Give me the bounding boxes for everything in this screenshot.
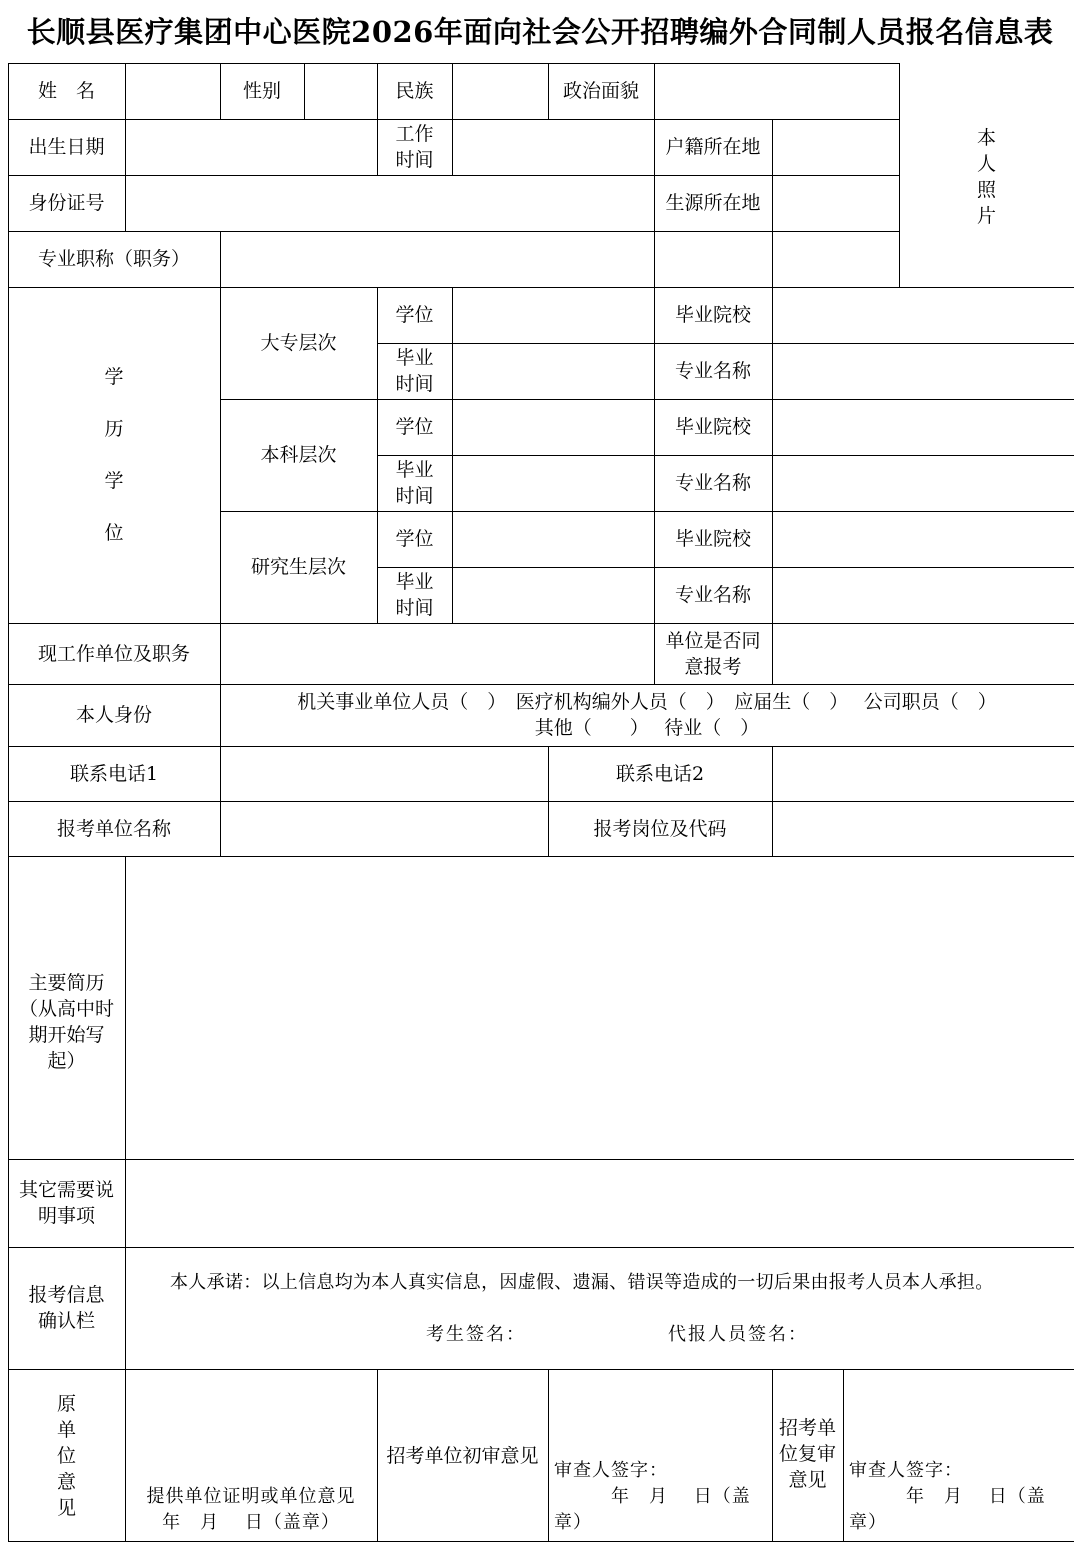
education-level-label: 大专层次 xyxy=(260,332,337,354)
grad-time-label: 毕业 时间 xyxy=(395,571,434,619)
candidate-signature[interactable]: 考生签名： xyxy=(426,1324,526,1345)
other-notes-field[interactable] xyxy=(125,1159,1074,1247)
phone1-field[interactable] xyxy=(220,746,548,801)
grad-time-field[interactable] xyxy=(452,455,654,511)
grad-time-field[interactable] xyxy=(452,567,654,623)
registration-form-table xyxy=(8,63,1074,1542)
identity-label: 本人身份 xyxy=(75,704,152,726)
work-unit-label: 现工作单位及职务 xyxy=(37,642,190,665)
initial-review-label: 招考单位初审意见 xyxy=(386,1444,539,1467)
degree-label: 学位 xyxy=(395,416,434,438)
school-field[interactable] xyxy=(772,511,1074,567)
school-field[interactable] xyxy=(772,399,1074,455)
apply-post-field[interactable] xyxy=(772,801,1074,856)
work-time-label: 工作 时间 xyxy=(395,123,434,171)
grad-time-field[interactable] xyxy=(452,343,654,399)
major-label: 专业名称 xyxy=(674,584,751,606)
origin-label: 生源所在地 xyxy=(665,192,761,214)
political-field[interactable] xyxy=(654,63,899,119)
degree-field[interactable] xyxy=(452,399,654,455)
original-unit-opinion-label: 原 单 位 意 见 xyxy=(56,1392,76,1519)
initial-review-signature-text: 审查人签字： 年 月 日（盖章） xyxy=(554,1460,751,1533)
education-level-label: 研究生层次 xyxy=(250,556,346,578)
photo-label: 本 人 照 片 xyxy=(976,127,996,227)
degree-label: 学位 xyxy=(395,304,434,326)
school-label: 毕业院校 xyxy=(674,528,751,550)
row-rule xyxy=(8,1247,1074,1248)
form-title: 长顺县医疗集团中心医院2026年面向社会公开招聘编外合同制人员报名信息表 xyxy=(26,15,1054,49)
degree-field[interactable] xyxy=(452,287,654,343)
id-number-label: 身份证号 xyxy=(28,192,105,214)
pledge-text: 本人承诺：以上信息均为本人真实信息，因虚假、遗漏、错误等造成的一切后果由报考人员本人承担。 xyxy=(170,1272,994,1293)
phone2-field[interactable] xyxy=(772,746,1074,801)
final-review-label: 招考单 位复审 意见 xyxy=(778,1417,836,1491)
confirm-label: 报考信息 确认栏 xyxy=(28,1284,105,1332)
gender-label: 性别 xyxy=(242,80,281,102)
major-field[interactable] xyxy=(772,455,1074,511)
birth-date-field[interactable] xyxy=(125,119,377,175)
final-review-signature-text: 审查人签字： 年 月 日（盖章） xyxy=(849,1460,1046,1533)
work-unit-field[interactable] xyxy=(220,623,654,684)
title-position-label: 专业职称（职务） xyxy=(37,248,190,270)
degree-field[interactable] xyxy=(452,511,654,567)
school-label: 毕业院校 xyxy=(674,416,751,438)
identity-options-line: 其他（ ） 待业（ ） xyxy=(534,717,760,739)
education-section-label: 学 历 学 位 xyxy=(104,366,124,544)
education-level-label: 本科层次 xyxy=(260,444,337,466)
major-label: 专业名称 xyxy=(674,360,751,382)
resume-label: 主要简历 （从高中时 期开始写 起） xyxy=(18,971,114,1072)
apply-post-label: 报考岗位及代码 xyxy=(593,817,727,840)
school-field[interactable] xyxy=(772,287,1074,343)
resume-field[interactable] xyxy=(125,856,1074,1159)
ethnicity-label: 民族 xyxy=(395,80,434,102)
unit-consent-label: 单位是否同 意报考 xyxy=(665,629,761,678)
degree-label: 学位 xyxy=(395,528,434,550)
major-field[interactable] xyxy=(772,343,1074,399)
apply-unit-label: 报考单位名称 xyxy=(56,817,171,840)
school-label: 毕业院校 xyxy=(674,304,751,326)
ethnicity-field[interactable] xyxy=(452,63,548,119)
identity-options-line: 机关事业单位人员（ ） 医疗机构编外人员（ ） 应届生（ ） 公司职员（ ） xyxy=(297,691,997,713)
original-unit-opinion-field[interactable] xyxy=(125,1369,377,1542)
household-label: 户籍所在地 xyxy=(665,136,761,158)
grad-time-label: 毕业 时间 xyxy=(395,347,434,395)
political-label: 政治面貌 xyxy=(562,80,639,102)
name-field[interactable] xyxy=(125,63,220,119)
id-number-field[interactable] xyxy=(125,175,654,231)
name-label: 姓 名 xyxy=(37,80,95,102)
phone1-label: 联系电话1 xyxy=(69,762,159,785)
initial-review-signature[interactable] xyxy=(548,1369,772,1542)
origin-field[interactable] xyxy=(772,175,899,231)
identity-options[interactable] xyxy=(220,684,1074,746)
original-unit-opinion-text: 提供单位证明或单位意见 年 月 日（盖章） xyxy=(146,1486,356,1533)
household-field[interactable] xyxy=(772,119,899,175)
phone2-label: 联系电话2 xyxy=(615,762,705,785)
agent-signature[interactable]: 代报人员签名： xyxy=(668,1324,808,1345)
unit-consent-field[interactable] xyxy=(772,623,1074,684)
title-position-field[interactable] xyxy=(220,231,899,287)
birth-date-label: 出生日期 xyxy=(28,136,105,158)
photo-area[interactable] xyxy=(899,63,1074,287)
final-review-signature[interactable] xyxy=(843,1369,1074,1542)
major-label: 专业名称 xyxy=(674,472,751,494)
major-field[interactable] xyxy=(772,567,1074,623)
other-notes-label: 其它需要说 明事项 xyxy=(18,1179,114,1227)
grad-time-label: 毕业 时间 xyxy=(395,459,434,507)
work-time-field[interactable] xyxy=(452,119,654,175)
apply-unit-field[interactable] xyxy=(220,801,548,856)
gender-field[interactable] xyxy=(304,63,377,119)
